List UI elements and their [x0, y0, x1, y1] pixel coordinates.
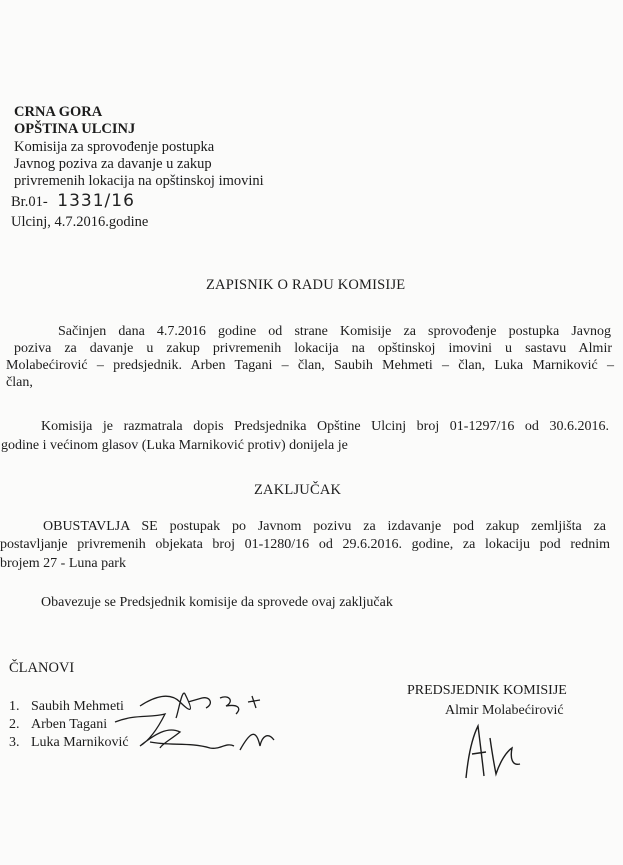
president-name: Almir Molabećirović [445, 703, 564, 718]
commission-line-1: Komisija za sprovođenje postupka [14, 139, 215, 155]
municipality-name: OPŠTINA ULCINJ [14, 121, 136, 137]
country-name: CRNA GORA [14, 104, 103, 120]
members-signatures [110, 684, 280, 764]
member-item [9, 716, 107, 733]
obligation-statement: Obavezuje se Predsjednik komisije da sprovede ovaj zaključak [41, 595, 393, 610]
members-heading: ČLANOVI [9, 660, 75, 676]
member-number: 2. [9, 717, 20, 732]
document-title: ZAPISNIK O RADU KOMISIJE [206, 277, 406, 293]
paragraph-2-line-1: Komisija je razmatrala dopis Predsjednika Opštine Ulcinj broj 01-1297/16 od 30.6.2016. [41, 419, 609, 434]
member-number: 3. [9, 735, 20, 750]
member-name: Arben Tagani [31, 717, 108, 732]
paragraph-1-line-2: poziva za davanje u zakup privremenih lokacija na opštinskoj imovini u sastavu Almir [14, 341, 612, 356]
member-number: 1. [9, 699, 20, 714]
conclusion-line-3: brojem 27 - Luna park [0, 556, 126, 571]
paragraph-1-line-3: Molabećirović – predsjednik. Arben Tagani – član, Saubih Mehmeti – član, Luka Marniković – [6, 358, 614, 373]
reference-prefix: Br.01- [11, 194, 48, 210]
paragraph-1-line-1: Sačinjen dana 4.7.2016 godine od strane Komisije za sprovođenje postupka Javnog [58, 324, 611, 339]
member-name: Luka Marniković [31, 735, 129, 750]
reference-number [11, 193, 135, 211]
conclusion-line-2: postavljanje privremenih objekata broj 01-1280/16 od 29.6.2016. godine, za lokaciju pod rednim [0, 537, 610, 552]
commission-line-3: privremenih lokacija na opštinskoj imovini [14, 173, 264, 189]
president-title: PREDSJEDNIK KOMISIJE [407, 683, 567, 698]
paragraph-2-line-2: godine i većinom glasov (Luka Marniković protiv) donijela je [1, 438, 348, 453]
reference-handwritten: 1331/16 [57, 191, 135, 211]
place-date: Ulcinj, 4.7.2016.godine [11, 214, 149, 230]
paragraph-1-line-4: član, [6, 375, 33, 390]
conclusion-title: ZAKLJUČAK [254, 482, 342, 498]
member-name: Saubih Mehmeti [31, 699, 124, 714]
commission-line-2: Javnog poziva za davanje u zakup [14, 156, 212, 172]
president-signature [450, 718, 540, 788]
conclusion-line-1: OBUSTAVLJA SE postupak po Javnom pozivu za izdavanje pod zakup zemljišta za [43, 519, 606, 534]
member-item [9, 698, 124, 715]
